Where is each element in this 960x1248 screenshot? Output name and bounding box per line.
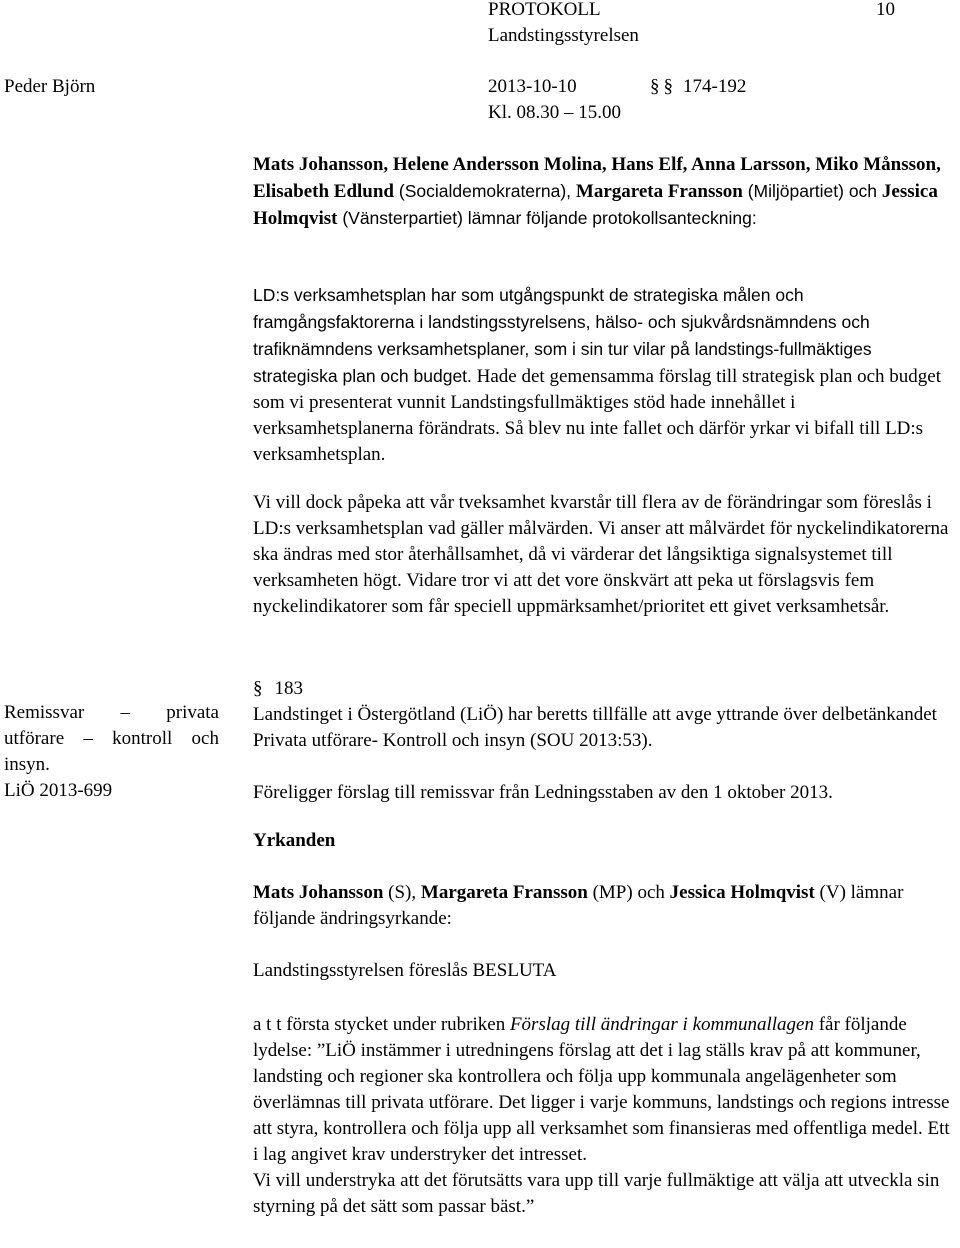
section-heading [253,676,303,702]
signatories-1: Mats Johansson, Helene Andersson Molina, Hans Elf, Anna Larsson, Miko Månsson, Elisabeth Edlund [253,154,941,202]
motion-name-3: Jessica Holmqvist [669,882,815,903]
att-italic-heading: Förslag till ändringar i kommunallagen [509,1014,814,1035]
motion-text-1: (S), [383,882,421,903]
reference-number: LiÖ 2013-699 [4,780,113,801]
party-2: (Miljöpartiet) och [742,181,882,201]
decision-line: Landstingsstyrelsen föreslås BESLUTA [253,960,557,981]
att-rest: får följande lydelse: ”LiÖ instämmer i utredningens förslag att det i lag ställs krav på att kommuner, landsting och regioner ska kontrollera och följa upp kommunala angelägenheter som överlämnas till privata utförare. Det ligger i varje kommuns, landstings och regions intresse att styra, kontrollera och följa upp all verksamhet som finansieras med offentliga medel. Ett i lag angivet krav understryker det intresset. [253,1014,950,1165]
signatory-3: Jessica Holmqvist [253,181,938,229]
author-name: Peder Björn [4,76,96,97]
section-symbols: §§ [650,76,677,97]
section-range-value: 174-192 [683,76,747,97]
motion-paragraph [253,880,958,932]
section-range [650,74,746,100]
note-para-1-serif: Hade det gemensamma förslag till strategisk plan och budget som vi presenterat vunnit Landstingsfullmäktiges stöd hade innehållet i verksamhetsplanerna förändrats. [253,366,941,439]
note-para-1-sans: LD:s verksamhetsplan har som utgångspunkt de strategiska målen och framgångsfaktorerna i landstingsstyrelsens, hälso- och sjukvårdsnämndens och trafiknämndens verksamhetsplaner, som i sin tur vilar på landstings-fullmäktiges strategiska plan och budget. [253,285,872,386]
section-intro: Landstinget i Östergötland (LiÖ) har beretts tillfälle att avge yttrande över delbetänkandet Privata utförare- Kontroll och insyn (SOU 2013:53). [253,704,937,751]
section-proposal: Föreligger förslag till remissvar från Ledningsstaben av den 1 oktober 2013. [253,782,833,803]
party-1: (Socialdemokraterna), [394,181,576,201]
motion-name-2: Margareta Fransson [420,882,588,903]
signatory-2: Margareta Fransson [575,181,743,202]
meeting-time: Kl. 08.30 – 15.00 [488,102,621,123]
sidebar-topic [4,700,219,804]
protocol-note-intro [253,152,958,232]
protocol-note-paragraph-1 [253,282,958,468]
document-type: PROTOKOLL [488,0,601,20]
protocol-note-paragraph-2 [253,490,958,620]
page-number: 10 [876,0,895,20]
motion-text-2: (MP) och [587,882,670,903]
att-prefix: a t t första stycket under rubriken [253,1014,510,1035]
att-clause [253,1012,958,1220]
topic-title: Remissvar – privata utförare – kontroll och insyn. [4,702,219,775]
committee-name: Landstingsstyrelsen [488,25,639,46]
section-number: 183 [274,678,303,699]
motions-heading: Yrkanden [253,830,336,851]
note-para-2-a: Vi vill dock påpeka att vår tveksamhet kvarstår till flera av de förändringar som föreslås i LD:s verksamhetsplan vad gäller målvärden. [253,492,932,539]
motion-text-3: (V) lämnar följande ändringsyrkande: [253,882,904,929]
party-3-tail: (Vänsterpartiet) lämnar följande protokollsanteckning: [337,208,757,228]
meeting-date: 2013-10-10 [488,76,577,97]
motion-name-1: Mats Johansson [253,882,384,903]
att-last: Vi vill understryka att det förutsätts vara upp till varje fullmäktige att välja att utveckla sin styrning på det sätt som passar bäst.” [253,1170,940,1217]
section-symbol: § [253,678,263,699]
note-para-2-b: Vi anser att målvärdet för nyckelindikatorerna ska ändras med stor återhållsamhet, då vi värderar det långsiktiga signalsystemet till verksamheten högt. Vidare tror vi att det vore önskvärt att peka ut förslagsvis fem nyckelindikatorer som får speciell uppmärksamhet/prioritet ett givet verksamhetsår. [253,518,949,617]
note-para-1-end: Så blev nu inte fallet och därför yrkar vi bifall till LD:s verksamhetsplan. [253,418,924,465]
